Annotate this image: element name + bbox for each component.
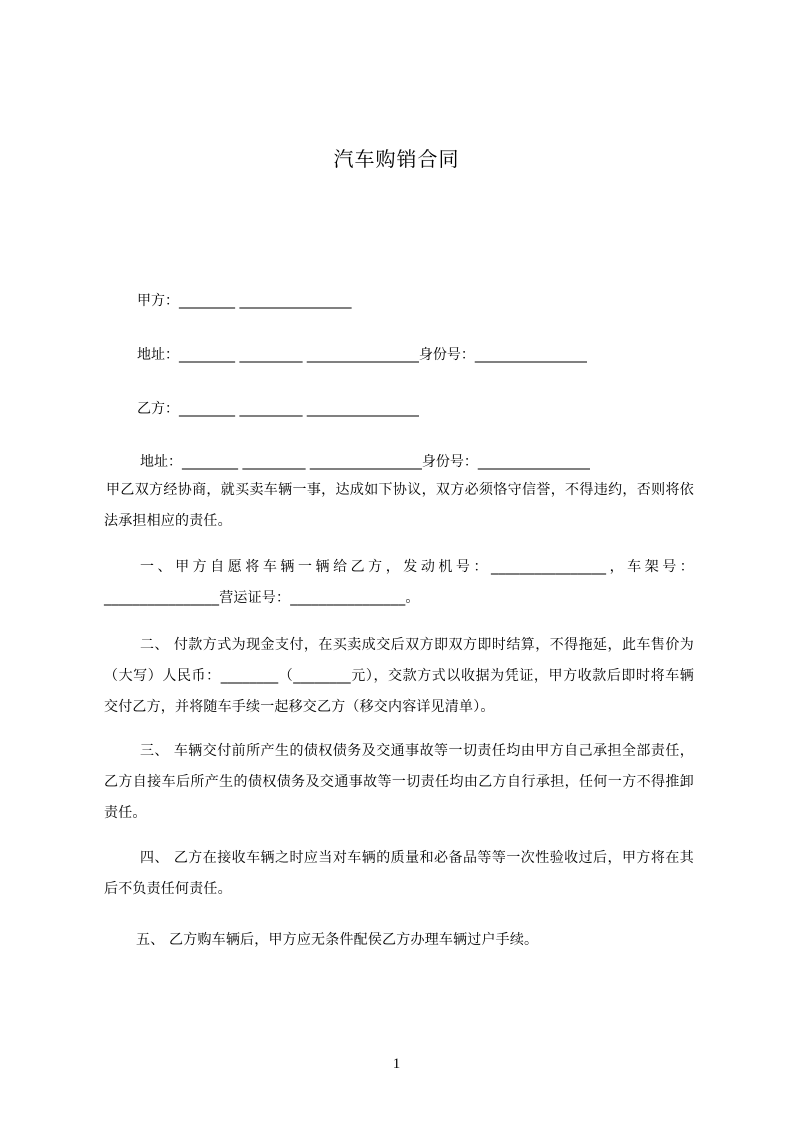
clause-1: 一、甲方自愿将车辆一辆给乙方，发动机号：________________，车架号：________________营运证号：________________。 — [104, 559, 694, 606]
party-b-address-line: 地址：________ _________ ________________身份号：________________ — [140, 454, 590, 470]
clause-4: 四、 乙方在接收车辆之时应当对车辆的质量和必备品等等一次性验收过后，甲方将在其后不负责任何责任。 — [104, 850, 694, 897]
clause-3: 三、 车辆交付前所产生的债权债务及交通事故等一切责任均由甲方自己承担全部责任，乙方自接车后所产生的债权债务及交通事故等一切责任均由乙方自行承担，任何一方不得推卸责任。 — [104, 743, 694, 821]
party-a-line: 甲方：________ ________________ — [137, 293, 352, 309]
page-title: 汽车购销合同 — [333, 147, 460, 171]
clause-5: 五、 乙方购车辆后，甲方应无条件配侯乙方办理车辆过户手续。 — [136, 932, 539, 948]
party-b-line: 乙方：________ _________ ________________ — [137, 401, 419, 417]
clause-2: 二、 付款方式为现金支付，在买卖成交后双方即双方即时结算，不得拖延，此车售价为（大写）人民币：________（________元），交款方式以收据为凭证，甲方收款后即时将车辆交付乙方，并将随车手续一起移交乙方（移交内容详见清单）。 — [104, 637, 694, 715]
intro-paragraph: 甲乙双方经协商，就买卖车辆一事，达成如下协议，双方必须恪守信誉，不得违约，否则将依法承担相应的责任。 — [104, 482, 694, 529]
page-number: 1 — [392, 1056, 401, 1072]
party-a-address-line: 地址：________ _________ ________________身份号：________________ — [137, 347, 587, 363]
